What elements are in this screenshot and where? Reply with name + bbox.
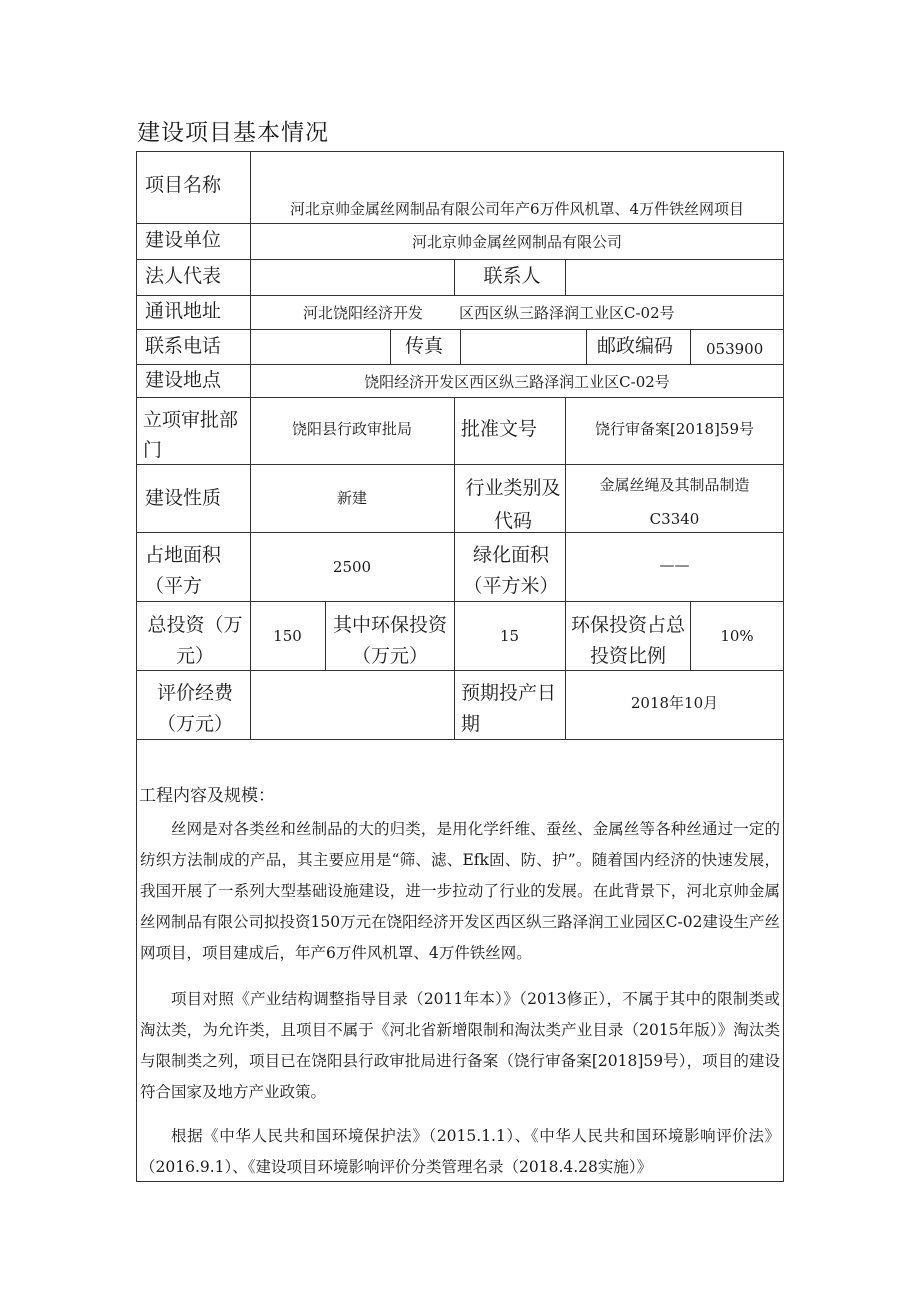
col-divider: [325, 601, 326, 670]
area-value: 2500: [332, 558, 372, 576]
col-divider: [586, 329, 587, 364]
green-label: 绿化面积（平方米）: [463, 544, 559, 597]
site-label: 建设地点: [145, 369, 222, 391]
address-label: 通讯地址: [145, 300, 222, 322]
contact-label: 联系人: [483, 265, 541, 287]
env-investment-label: 其中环保投资（万元）: [332, 614, 447, 667]
col-divider: [454, 601, 455, 739]
content-paragraph: 根据《中华人民共和国环境保护法》（2015.1.1）、《中华人民共和国环境影响评价法》（2016.9.1）、《建设项目环境影响评价分类管理名录（2018.4.28实施）》: [140, 1127, 780, 1176]
nature-value: 新建: [336, 489, 367, 507]
col-divider: [454, 397, 455, 601]
production-date-label: 预期投产日期: [461, 682, 557, 735]
project-name-value: 河北京帅金属丝网制品有限公司年产6万件风机罩、4万件铁丝网项目: [289, 200, 745, 218]
legal-rep-label: 法人代表: [145, 265, 222, 287]
site-value: 饶阳经济开发区西区纵三路泽润工业区C-02号: [364, 373, 670, 391]
industry-code-value: C3340: [649, 510, 700, 528]
phone-label: 联系电话: [145, 335, 222, 357]
row-divider: [136, 223, 784, 224]
approval-dept-value: 饶阳县行政审批局: [291, 420, 412, 438]
col-divider: [565, 601, 566, 739]
investment-label: 总投资（万元）: [147, 614, 243, 667]
industry-label: 行业类别及代码: [465, 477, 561, 532]
project-name-label: 项目名称: [145, 174, 222, 196]
production-date-value: 2018年10月: [630, 694, 719, 712]
row-divider: [136, 259, 784, 260]
row-divider: [136, 532, 784, 533]
postcode-label: 邮政编码: [597, 335, 674, 357]
page-title: 建设项目基本情况: [137, 120, 329, 146]
approval-no-value: 饶行审备案[2018]59号: [595, 420, 754, 438]
row-divider: [136, 295, 784, 296]
area-label: 占地面积（平方: [145, 544, 222, 597]
approval-no-label: 批准文号: [461, 418, 538, 440]
row-divider: [136, 364, 784, 365]
col-divider: [565, 259, 566, 295]
content-paragraph: 项目对照《产业结构调整指导目录（2011年本）》（2013修正），不属于其中的限制类或淘汰类，为允许类，且项目不属于《河北省新增限制和淘汰类产业目录（2015年版）》淘汰类与限制类之列，项目已在饶阳县行政审批局进行备案（饶行审备案[2018]59号），项目的建设符合国家及地方产业政策。: [140, 990, 780, 1101]
green-value: ——: [659, 556, 690, 574]
content-paragraph: 丝网是对各类丝和丝制品的大的归类，是用化学纤维、蚕丝、金属丝等各种丝通过一定的纺织方法制成的产品，其主要应用是“筛、滤、Efk固、防、护”。随着国内经济的快速发展，我国开展了一系列大型基础设施建设，进一步拉动了行业的发展。在此背景下，河北京帅金属丝网制品有限公司拟投资150万元在饶阳经济开发区西区纵三路泽润工业园区C-02建设生产丝网项目，项目建成后，年产6万件风机罩、4万件铁丝网。: [140, 820, 780, 962]
col-divider: [390, 329, 391, 364]
env-ratio-label: 环保投资占总投资比例: [570, 614, 685, 667]
fax-label: 传真: [405, 335, 444, 357]
industry-value: 金属丝绳及其制品制造: [599, 476, 750, 494]
col-divider: [690, 329, 691, 364]
address-value-part1: 河北饶阳经济开发: [303, 304, 424, 322]
nature-label: 建设性质: [145, 487, 222, 509]
builder-value: 河北京帅金属丝网制品有限公司: [411, 233, 622, 251]
col-divider: [460, 329, 461, 364]
content-heading: 工程内容及规模：: [139, 786, 275, 806]
address-value-part2: 区西区纵三路泽润工业区C-02号: [459, 304, 675, 322]
builder-label: 建设单位: [145, 229, 222, 251]
investment-value: 150: [273, 627, 302, 645]
col-divider: [454, 259, 455, 295]
approval-dept-label: 立项审批部门: [143, 409, 239, 461]
row-divider: [136, 397, 784, 398]
env-ratio-value: 10%: [720, 627, 754, 645]
env-investment-value: 15: [499, 627, 520, 645]
eval-fee-label: 评价经费（万元）: [156, 682, 233, 735]
postcode-value: 053900: [706, 340, 764, 358]
